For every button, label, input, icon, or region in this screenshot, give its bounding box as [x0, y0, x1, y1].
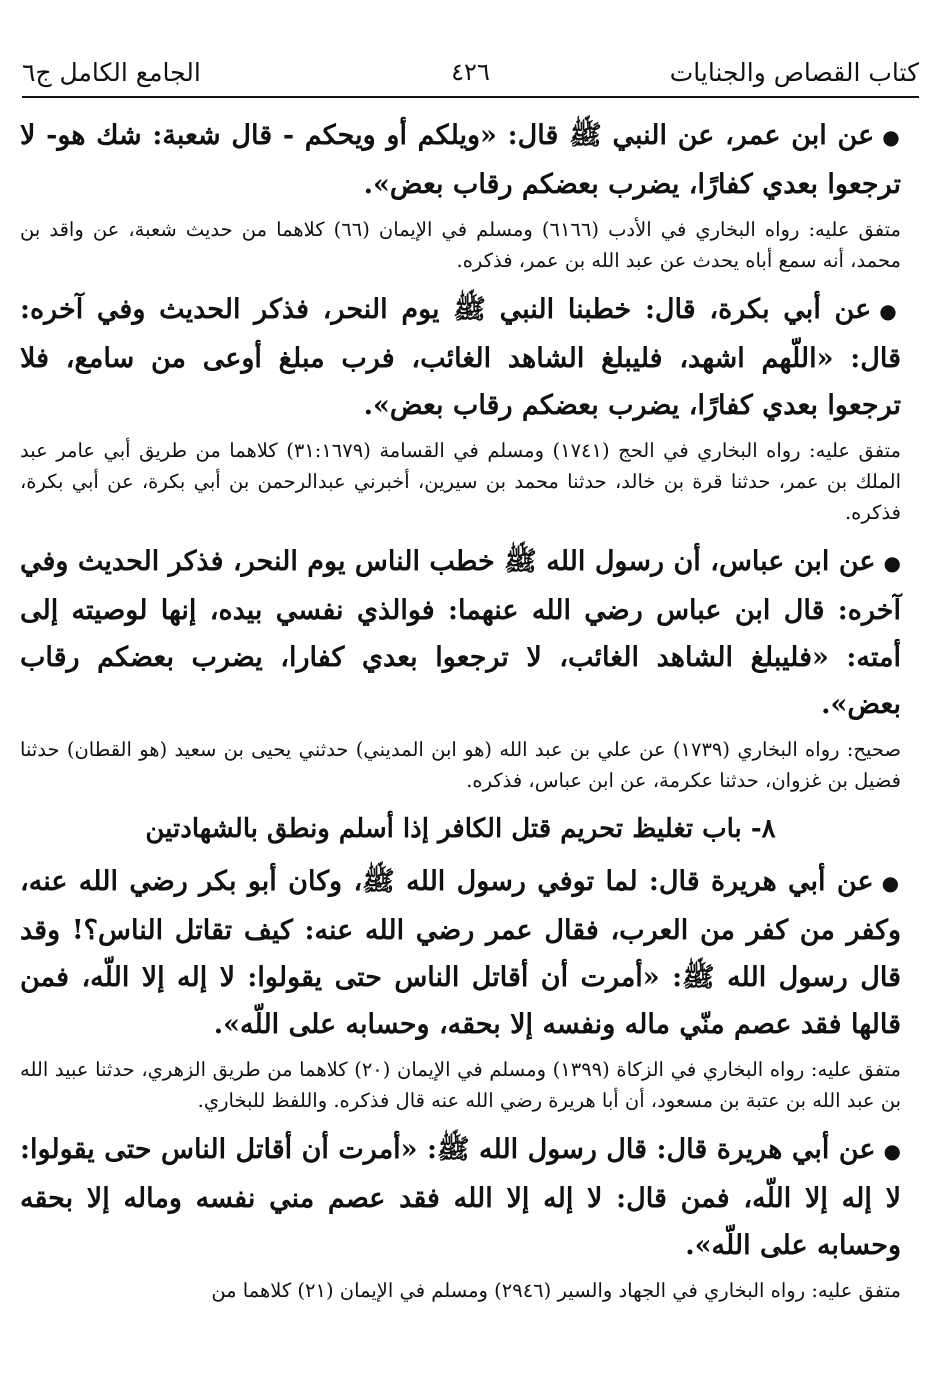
hadith-body: عن ابن عباس، أن رسول الله ﷺ خطب الناس يوم النحر، فذكر الحديث وفي آخره: قال ابن عباس رضي الله عنهما: فوالذي نفسي بيده، إنها لوصيته إلى أمته: «فليبلغ الشاهد الغائب، لا ترجعوا بعدي كفارا، يضرب بعضكم رقاب بعض».: [20, 546, 901, 720]
running-header: [22, 52, 919, 92]
hadith-body: عن ابن عمر، عن النبي ﷺ قال: «ويلكم أو ويحكم - قال شعبة: شك هو- لا ترجعوا بعدي كفارًا، يضرب بعضكم رقاب بعض».: [20, 120, 901, 200]
bullet-icon: ●: [883, 551, 901, 575]
hadith-text: [20, 112, 901, 208]
chapter-heading: ٨- باب تغليظ تحريم قتل الكافر إذا أسلم ونطق بالشهادتين: [145, 814, 776, 844]
page-number: ٤٢٦: [451, 58, 490, 86]
hadith-text: [20, 286, 901, 429]
hadith-text: [20, 858, 901, 1048]
hadith-body: عن أبي هريرة قال: قال رسول الله ﷺ: «أمرت أن أقاتل الناس حتى يقولوا: لا إله إلا اللّه، فمن قال: لا إله إلا الله فقد عصم مني نفسه وماله إلا بحقه وحسابه على اللّه».: [20, 1134, 901, 1261]
header-divider: [22, 96, 919, 98]
hadith-text: [20, 538, 901, 728]
hadith-source: متفق عليه: رواه البخاري في الجهاد والسير (٢٩٤٦) ومسلم في الإيمان (٢١) كلاهما من: [211, 1279, 901, 1302]
bullet-icon: ●: [882, 125, 901, 149]
page-content: [20, 112, 901, 1316]
hadith-source: متفق عليه: رواه البخاري في الحج (١٧٤١) ومسلم في القسامة (٣١:١٦٧٩) كلاهما من طريق أبي عامر عبد الملك بن عمر، حدثنا قرة بن خالد، حدثنا محمد بن سيرين، أخبرني عبدالرحمن بن أبي بكرة، عن أبي بكرة، فذكره.: [20, 439, 901, 524]
hadith-source: صحيح: رواه البخاري (١٧٣٩) عن علي بن عبد الله (هو ابن المديني) حدثني يحيى بن سعيد (هو القطان) حدثنا فضيل بن غزوان، حدثنا عكرمة، عن ابن عباس، فذكره.: [20, 738, 902, 792]
book-title: كتاب القصاص والجنايات: [669, 57, 919, 87]
hadith-source: متفق عليه: رواه البخاري في الأدب (٦١٦٦) ومسلم في الإيمان (٦٦) كلاهما من حديث شعبة، عن واقد بن محمد، أنه سمع أباه يحدث عن عبد الله بن عمر، فذكره.: [20, 218, 901, 272]
bullet-icon: ●: [879, 299, 901, 323]
hadith-source: متفق عليه: رواه البخاري في الزكاة (١٣٩٩) ومسلم في الإيمان (٢٠) كلاهما من طريق الزهري، حدثنا عبيد الله بن عبد الله بن عتبة بن مسعود، أن أبا هريرة رضي الله عنه قال فذكره. واللفظ للبخاري.: [20, 1058, 902, 1112]
bullet-icon: ●: [883, 1139, 902, 1163]
bullet-icon: ●: [881, 871, 902, 895]
hadith-text: [20, 1126, 901, 1269]
collection-volume: الجامع الكامل ج٦: [22, 57, 201, 87]
hadith-body: عن أبي بكرة، قال: خطبنا النبي ﷺ يوم النحر، فذكر الحديث وفي آخره: قال: «اللّهم اشهد، فليبلغ الشاهد الغائب، فرب مبلغ أوعى من سامع، فلا ترجعوا بعدي كفارًا، يضرب بعضكم رقاب بعض».: [20, 294, 901, 421]
hadith-body: عن أبي هريرة قال: لما توفي رسول الله ﷺ، وكان أبو بكر رضي الله عنه، وكفر من كفر من العرب، فقال عمر رضي الله عنه: كيف تقاتل الناس؟! وقد قال رسول الله ﷺ: «أمرت أن أقاتل الناس حتى يقولوا: لا إله إلا اللّه، فمن قالها فقد عصم منّي ماله ونفسه إلا بحقه، وحسابه على اللّه».: [20, 866, 901, 1040]
